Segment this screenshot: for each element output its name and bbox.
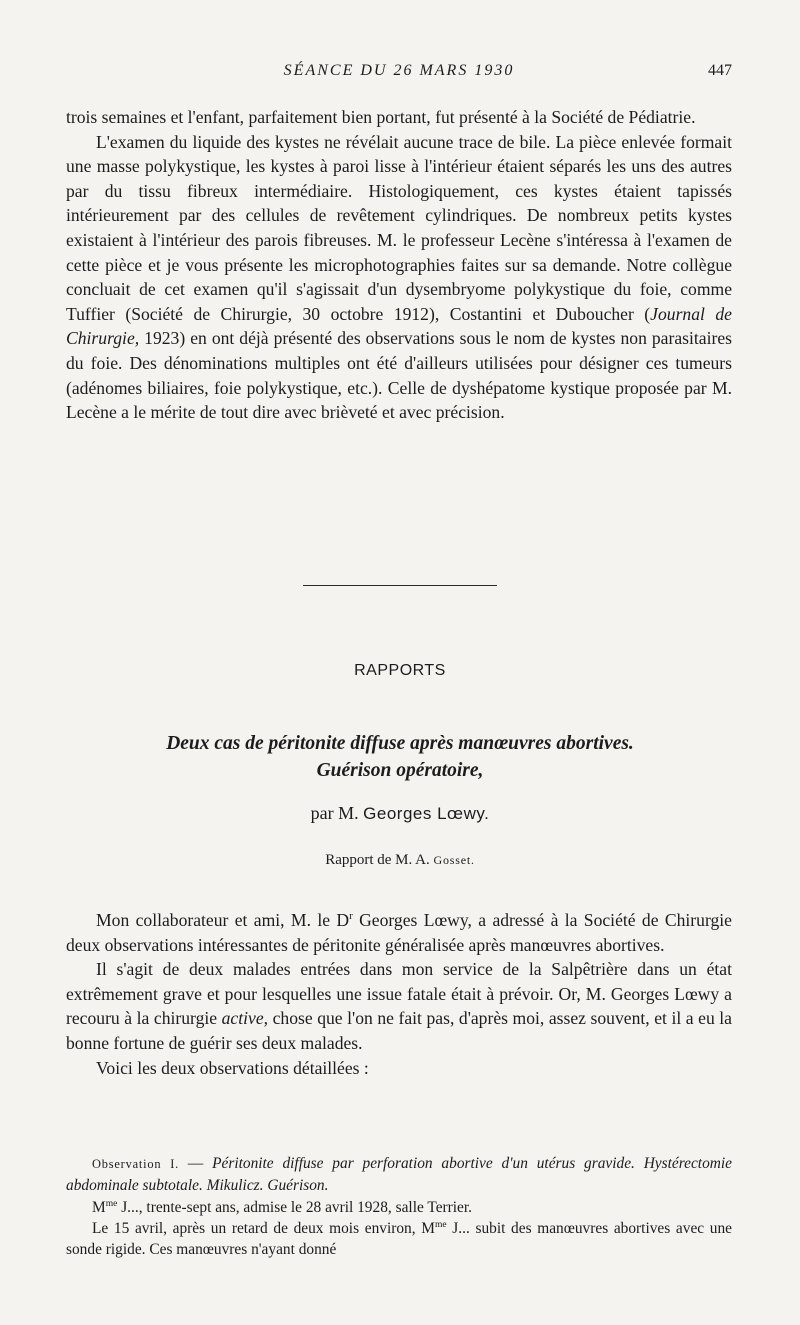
- paragraph-text: Il s'agit de deux malades entrées dans mon service de la Salpêtrière dans un état extrêmement grave et pour lesquelles une issue fatale était à prévoir. Or, M. Georges Lœwy a recouru à la chirurgie: [66, 959, 732, 1029]
- emphasis: active,: [221, 1008, 269, 1029]
- paragraph-text: Mon collaborateur et ami, M. le D: [96, 910, 350, 930]
- superscript: me: [434, 1218, 447, 1230]
- byline-prefix: par M.: [310, 803, 359, 823]
- article-title-line: Deux cas de péritonite diffuse après manœuvres abortives.: [166, 733, 634, 754]
- paragraph: [66, 130, 732, 425]
- paragraph: [66, 957, 732, 1055]
- byline: [0, 803, 800, 824]
- dash: —: [179, 1155, 213, 1172]
- text: J... subit des manœuvres abortives avec une sonde rigide. Ces manœuvres n'ayant donné: [66, 1219, 732, 1259]
- observation-title: Péritonite diffuse par perforation abortive d'un utérus gravide. Hystérectomie abdominale subtotale. Mikulicz. Guérison.: [66, 1155, 733, 1195]
- report-text: [66, 908, 732, 1080]
- running-title: SÉANCE DU 26 MARS 1930: [283, 62, 515, 79]
- section-divider: [303, 585, 497, 586]
- section-heading: RAPPORTS: [354, 662, 446, 679]
- paragraph: [66, 908, 732, 957]
- observation-line: [66, 1218, 732, 1261]
- page-number: 447: [708, 62, 732, 79]
- observation-line: [66, 1197, 732, 1218]
- paragraph-text: Georges Lœwy, a adressé à la Société de Chirurgie deux observations intéressantes de péritonite généralisée après manœuvres abortives.: [66, 910, 732, 955]
- superscript: me: [105, 1197, 118, 1209]
- rapport-line: [0, 852, 800, 869]
- observation-heading: [66, 1153, 732, 1197]
- author-name: Georges Lœwy.: [363, 804, 490, 823]
- paragraph-text: 1923) en ont déjà présenté des observations sous le nom de kystes non parasitaires du foie. Des dénominations multiples ont été d'ailleurs utilisées pour désigner ces tumeurs (adénomes biliaires, foie polykystique, etc.). Celle de dyshépatome kystique proposée par M. Lecène a le mérite de tout dire avec brièveté et avec précision.: [66, 328, 732, 423]
- journal-citation: Journal de Chirurgie,: [66, 303, 732, 349]
- rapporteur-name: Gosset.: [433, 853, 475, 867]
- observation-label: Observation I.: [92, 1157, 180, 1171]
- paragraph-text: chose que l'on ne fait pas, d'après moi, assez souvent, et il a eu la bonne fortune de guérir ses deux malades.: [66, 1008, 732, 1053]
- paragraph: trois semaines et l'enfant, parfaitement bien portant, fut présenté à la Société de Pédiatrie.: [66, 107, 696, 127]
- running-header: [66, 62, 732, 84]
- continuation-text: [66, 105, 732, 425]
- article-title-line: Guérison opératoire,: [316, 760, 484, 781]
- paragraph-text: L'examen du liquide des kystes ne révélait aucune trace de bile. La pièce enlevée formait une masse polykystique, les kystes à paroi lisse à l'intérieur étaient séparés les uns des autres par du tissu fibreux intermédiaire. Histologiquement, ces kystes étaient tapissés intérieurement par des cellules de revêtement cylindriques. De nombreux petits kystes existaient à l'intérieur des parois fibreuses. M. le professeur Lecène s'intéressa à l'examen de cette pièce et je vous présente les microphotographies faites sur sa demande. Notre collègue concluait de cet examen qu'il s'agissait d'un dysembryome polykystique du foie, comme Tuffier (Société de Chirurgie, 30 octobre 1912), Costantini et Duboucher (: [66, 131, 732, 324]
- text: M: [92, 1198, 106, 1216]
- rapport-prefix: Rapport de M. A.: [325, 852, 430, 868]
- observation-block: [66, 1153, 732, 1260]
- superscript: r: [349, 910, 353, 923]
- paragraph: Voici les deux observations détaillées :: [96, 1057, 369, 1078]
- article-title: [50, 730, 750, 784]
- text: J..., trente-sept ans, admise le 28 avril 1928, salle Terrier.: [117, 1198, 473, 1216]
- text: Le 15 avril, après un retard de deux mois environ, M: [92, 1219, 435, 1237]
